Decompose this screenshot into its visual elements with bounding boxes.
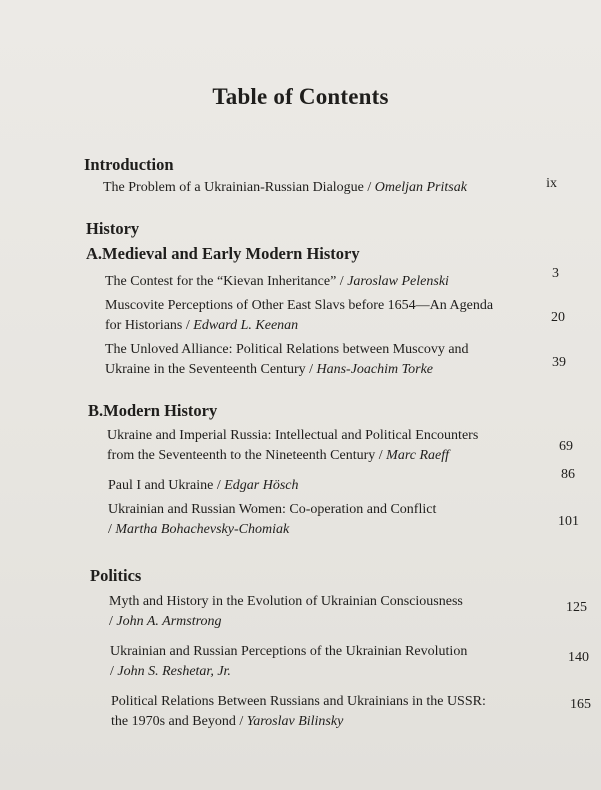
entry-title-line: from the Seventeenth to the Nineteenth Century bbox=[107, 448, 376, 463]
section-politics: Politics bbox=[90, 566, 142, 585]
entry-title: The Contest for the “Kievan Inheritance” bbox=[105, 274, 337, 289]
entry-author: Marc Raeff bbox=[386, 448, 450, 463]
page-number: 140 bbox=[568, 650, 589, 665]
toc-entry[interactable]: Ukraine and Imperial Russia: Intellectual and Political Encounters from the Seventeenth to the Nineteenth Century / Marc Raeff bbox=[107, 428, 479, 463]
entry-title-line: Myth and History in the Evolution of Ukrainian Consciousness bbox=[109, 594, 463, 609]
entry-title-line: The Unloved Alliance: Political Relations between Muscovy and bbox=[105, 342, 469, 357]
entry-author: Edward L. Keenan bbox=[193, 318, 299, 333]
section-introduction: Introduction bbox=[84, 155, 174, 174]
page-number: 69 bbox=[559, 439, 573, 454]
page-number: 86 bbox=[561, 467, 575, 482]
entry-title-line: for Historians bbox=[105, 318, 183, 333]
entry-title-line: Ukrainian and Russian Women: Co-operation and Conflict bbox=[108, 502, 437, 517]
page-number: 3 bbox=[552, 266, 559, 281]
entry-author: Jaroslaw Pelenski bbox=[347, 274, 449, 289]
section-medieval: A.Medieval and Early Modern History bbox=[86, 244, 360, 263]
entry-title: The Problem of a Ukrainian-Russian Dialogue bbox=[103, 180, 364, 195]
toc-entry[interactable]: The Unloved Alliance: Political Relations between Muscovy and Ukraine in the Seventeenth Century / Hans-Joachim Torke bbox=[105, 342, 469, 377]
toc-entry[interactable]: Political Relations Between Russians and Ukrainians in the USSR: the 1970s and Beyond / Yaroslav Bilinsky bbox=[111, 694, 486, 729]
entry-author: John S. Reshetar, Jr. bbox=[117, 664, 231, 679]
toc-entry[interactable]: Ukrainian and Russian Perceptions of the Ukrainian Revolution / John S. Reshetar, Jr. bbox=[110, 644, 468, 679]
section-history: History bbox=[86, 219, 140, 238]
page-number: 101 bbox=[558, 514, 579, 529]
entry-author: Hans-Joachim Torke bbox=[316, 362, 434, 377]
entry-title-line: the 1970s and Beyond bbox=[111, 714, 236, 729]
entry-title-line: Ukraine and Imperial Russia: Intellectual and Political Encounters bbox=[107, 428, 479, 443]
toc-entry[interactable]: Ukrainian and Russian Women: Co-operation and Conflict / Martha Bohachevsky-Chomiak bbox=[108, 502, 437, 537]
page-number: 20 bbox=[551, 310, 565, 325]
toc-entry[interactable]: The Contest for the “Kievan Inheritance” / Jaroslaw Pelenski bbox=[105, 274, 449, 289]
entry-author: Edgar Hösch bbox=[224, 478, 299, 493]
entry-title-line: Ukrainian and Russian Perceptions of the Ukrainian Revolution bbox=[110, 644, 468, 659]
toc-entry[interactable]: Paul I and Ukraine / Edgar Hösch bbox=[108, 478, 299, 493]
section-modern: B.Modern History bbox=[88, 401, 218, 420]
page-number: 165 bbox=[570, 697, 591, 712]
page-title: Table of Contents bbox=[212, 84, 389, 109]
page-number: ix bbox=[546, 176, 557, 191]
toc-entry[interactable]: The Problem of a Ukrainian-Russian Dialogue / Omeljan Pritsak bbox=[103, 180, 467, 195]
entry-author: Omeljan Pritsak bbox=[374, 180, 467, 195]
page-number: 39 bbox=[552, 355, 566, 370]
entry-author: Yaroslav Bilinsky bbox=[246, 714, 344, 729]
entry-title-line: Political Relations Between Russians and Ukrainians in the USSR: bbox=[111, 694, 486, 709]
entry-title: Paul I and Ukraine bbox=[108, 478, 214, 493]
entry-author: John A. Armstrong bbox=[116, 614, 222, 629]
toc-entry[interactable]: Myth and History in the Evolution of Ukrainian Consciousness / John A. Armstrong bbox=[109, 594, 463, 629]
toc-entry[interactable]: Muscovite Perceptions of Other East Slavs before 1654—An Agenda for Historians / Edward L. Keenan bbox=[105, 298, 494, 333]
entry-author: Martha Bohachevsky-Chomiak bbox=[115, 522, 290, 537]
entry-title-line: Ukraine in the Seventeenth Century bbox=[105, 362, 306, 377]
page-number: 125 bbox=[566, 600, 587, 615]
entry-title-line: Muscovite Perceptions of Other East Slavs before 1654—An Agenda bbox=[105, 298, 494, 313]
